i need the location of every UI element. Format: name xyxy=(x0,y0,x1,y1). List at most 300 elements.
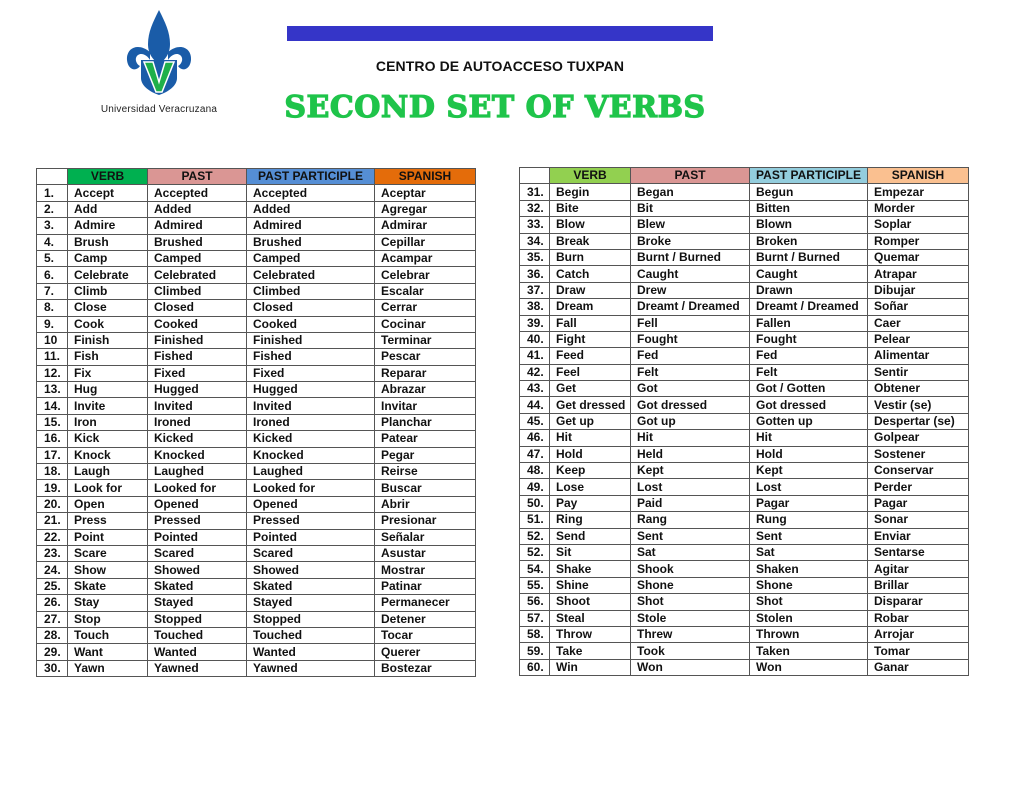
table-body xyxy=(37,185,476,677)
cell-row-number: 35. xyxy=(520,249,550,265)
cell-row-number: 44. xyxy=(520,397,550,413)
cell-past: Scared xyxy=(148,545,247,561)
cell-past: Broke xyxy=(631,233,750,249)
cell-past-participle: Hit xyxy=(750,430,868,446)
cell-verb: Kick xyxy=(68,431,148,447)
table-row xyxy=(520,528,969,544)
cell-verb: Keep xyxy=(550,463,631,479)
cell-verb: Fish xyxy=(68,349,148,365)
column-header-past: PAST xyxy=(148,169,247,185)
table-row xyxy=(520,364,969,380)
table-row xyxy=(37,382,476,398)
cell-verb: Steal xyxy=(550,610,631,626)
cell-spanish: Soñar xyxy=(868,299,969,315)
cell-spanish: Asustar xyxy=(375,545,476,561)
table-row xyxy=(520,577,969,593)
cell-row-number: 31. xyxy=(520,184,550,200)
logo-caption: Universidad Veracruzana xyxy=(100,104,218,115)
cell-past: Burnt / Burned xyxy=(631,249,750,265)
table-row xyxy=(37,496,476,512)
table-row xyxy=(520,249,969,265)
cell-spanish: Enviar xyxy=(868,528,969,544)
table-row xyxy=(37,611,476,627)
cell-verb: Look for xyxy=(68,480,148,496)
cell-past: Invited xyxy=(148,398,247,414)
cell-spanish: Vestir (se) xyxy=(868,397,969,413)
cell-past-participle: Opened xyxy=(247,496,375,512)
cell-verb: Begin xyxy=(550,184,631,200)
cell-row-number: 26. xyxy=(37,595,68,611)
cell-past: Held xyxy=(631,446,750,462)
cell-verb: Burn xyxy=(550,249,631,265)
cell-row-number: 15. xyxy=(37,414,68,430)
table-row xyxy=(520,331,969,347)
cell-verb: Sit xyxy=(550,544,631,560)
table-row xyxy=(37,300,476,316)
cell-spanish: Conservar xyxy=(868,463,969,479)
cell-past-participle: Thrown xyxy=(750,626,868,642)
cell-row-number: 45. xyxy=(520,413,550,429)
cell-past-participle: Camped xyxy=(247,250,375,266)
cell-past-participle: Finished xyxy=(247,332,375,348)
cell-past-participle: Kicked xyxy=(247,431,375,447)
cell-verb: Shoot xyxy=(550,594,631,610)
cell-verb: Feed xyxy=(550,348,631,364)
cell-verb: Break xyxy=(550,233,631,249)
table-row xyxy=(37,398,476,414)
cell-past: Hugged xyxy=(148,382,247,398)
cell-past: Ironed xyxy=(148,414,247,430)
cell-past: Added xyxy=(148,201,247,217)
column-header-spanish: SPANISH xyxy=(868,168,969,184)
cell-verb: Blow xyxy=(550,217,631,233)
cell-past-participle: Admired xyxy=(247,218,375,234)
table-row xyxy=(37,201,476,217)
cell-past: Sat xyxy=(631,544,750,560)
cell-verb: Hold xyxy=(550,446,631,462)
cell-past: Laughed xyxy=(148,464,247,480)
cell-past: Hit xyxy=(631,430,750,446)
cell-row-number: 13. xyxy=(37,382,68,398)
table-row xyxy=(37,431,476,447)
column-header-past-participle: PAST PARTICIPLE xyxy=(750,168,868,184)
cell-spanish: Empezar xyxy=(868,184,969,200)
cell-row-number: 8. xyxy=(37,300,68,316)
cell-past: Got dressed xyxy=(631,397,750,413)
cell-verb: Fix xyxy=(68,365,148,381)
cell-past: Paid xyxy=(631,495,750,511)
cell-past: Knocked xyxy=(148,447,247,463)
cell-verb: Hit xyxy=(550,430,631,446)
cell-spanish: Sentarse xyxy=(868,544,969,560)
cell-past: Celebrated xyxy=(148,267,247,283)
cell-spanish: Pelear xyxy=(868,331,969,347)
table-row xyxy=(520,381,969,397)
cell-verb: Dream xyxy=(550,299,631,315)
cell-past-participle: Knocked xyxy=(247,447,375,463)
cell-row-number: 52. xyxy=(520,528,550,544)
cell-past: Won xyxy=(631,659,750,675)
cell-spanish: Bostezar xyxy=(375,660,476,676)
cell-verb: Climb xyxy=(68,283,148,299)
table-row xyxy=(37,562,476,578)
cell-past-participle: Brushed xyxy=(247,234,375,250)
cell-row-number: 51. xyxy=(520,512,550,528)
cell-row-number: 48. xyxy=(520,463,550,479)
cell-past-participle: Stopped xyxy=(247,611,375,627)
cell-past: Yawned xyxy=(148,660,247,676)
cell-row-number: 29. xyxy=(37,644,68,660)
table-row xyxy=(520,626,969,642)
cell-spanish: Despertar (se) xyxy=(868,413,969,429)
cell-verb: Camp xyxy=(68,250,148,266)
cell-spanish: Alimentar xyxy=(868,348,969,364)
cell-past-participle: Burnt / Burned xyxy=(750,249,868,265)
table-row xyxy=(520,282,969,298)
cell-row-number: 54. xyxy=(520,561,550,577)
cell-past: Got xyxy=(631,381,750,397)
cell-past-participle: Shot xyxy=(750,594,868,610)
cell-past-participle: Pressed xyxy=(247,513,375,529)
cell-past: Opened xyxy=(148,496,247,512)
table-row xyxy=(520,659,969,675)
table-row xyxy=(520,430,969,446)
table-row xyxy=(520,544,969,560)
cell-verb: Ring xyxy=(550,512,631,528)
cell-verb: Fight xyxy=(550,331,631,347)
cell-spanish: Romper xyxy=(868,233,969,249)
cell-past-participle: Showed xyxy=(247,562,375,578)
cell-past-participle: Celebrated xyxy=(247,267,375,283)
cell-past-participle: Pagar xyxy=(750,495,868,511)
cell-verb: Hug xyxy=(68,382,148,398)
table-row xyxy=(520,315,969,331)
cell-spanish: Quemar xyxy=(868,249,969,265)
cell-past: Shone xyxy=(631,577,750,593)
cell-verb: Admire xyxy=(68,218,148,234)
cell-row-number: 7. xyxy=(37,283,68,299)
table-row xyxy=(520,479,969,495)
cell-row-number: 14. xyxy=(37,398,68,414)
cell-row-number: 27. xyxy=(37,611,68,627)
table-row xyxy=(37,250,476,266)
cell-verb: Catch xyxy=(550,266,631,282)
cell-past-participle: Sat xyxy=(750,544,868,560)
cell-spanish: Atrapar xyxy=(868,266,969,282)
cell-row-number: 46. xyxy=(520,430,550,446)
cell-past-participle: Shone xyxy=(750,577,868,593)
cell-spanish: Pagar xyxy=(868,495,969,511)
cell-spanish: Agregar xyxy=(375,201,476,217)
table-body xyxy=(520,184,969,676)
cell-row-number: 20. xyxy=(37,496,68,512)
cell-spanish: Querer xyxy=(375,644,476,660)
cell-row-number: 30. xyxy=(37,660,68,676)
cell-past: Fed xyxy=(631,348,750,364)
cell-past: Sent xyxy=(631,528,750,544)
cell-past: Accepted xyxy=(148,185,247,201)
column-header-verb: VERB xyxy=(550,168,631,184)
cell-past: Camped xyxy=(148,250,247,266)
cell-spanish: Sentir xyxy=(868,364,969,380)
cell-spanish: Pescar xyxy=(375,349,476,365)
cell-row-number: 47. xyxy=(520,446,550,462)
cell-past-participle: Drawn xyxy=(750,282,868,298)
cell-verb: Send xyxy=(550,528,631,544)
cell-row-number: 21. xyxy=(37,513,68,529)
cell-past-participle: Ironed xyxy=(247,414,375,430)
cell-verb: Brush xyxy=(68,234,148,250)
cell-past-participle: Touched xyxy=(247,627,375,643)
cell-row-number: 33. xyxy=(520,217,550,233)
cell-spanish: Sonar xyxy=(868,512,969,528)
cell-verb: Take xyxy=(550,643,631,659)
table-row xyxy=(520,463,969,479)
cell-verb: Feel xyxy=(550,364,631,380)
cell-past: Kicked xyxy=(148,431,247,447)
cell-spanish: Ganar xyxy=(868,659,969,675)
cell-spanish: Abrazar xyxy=(375,382,476,398)
cell-row-number: 4. xyxy=(37,234,68,250)
cell-past: Threw xyxy=(631,626,750,642)
cell-row-number: 40. xyxy=(520,331,550,347)
cell-past-participle: Bitten xyxy=(750,200,868,216)
cell-verb: Pay xyxy=(550,495,631,511)
cell-row-number: 60. xyxy=(520,659,550,675)
cell-row-number: 17. xyxy=(37,447,68,463)
cell-past-participle: Fallen xyxy=(750,315,868,331)
cell-past: Drew xyxy=(631,282,750,298)
cell-verb: Press xyxy=(68,513,148,529)
cell-past: Fished xyxy=(148,349,247,365)
cell-past-participle: Won xyxy=(750,659,868,675)
cell-past: Fell xyxy=(631,315,750,331)
cell-past-participle: Closed xyxy=(247,300,375,316)
cell-spanish: Patinar xyxy=(375,578,476,594)
cell-row-number: 9. xyxy=(37,316,68,332)
table-row xyxy=(520,413,969,429)
cell-past-participle: Skated xyxy=(247,578,375,594)
cell-spanish: Golpear xyxy=(868,430,969,446)
table-row xyxy=(520,594,969,610)
cell-past: Wanted xyxy=(148,644,247,660)
cell-row-number: 25. xyxy=(37,578,68,594)
cell-row-number: 37. xyxy=(520,282,550,298)
table-row xyxy=(37,529,476,545)
cell-past: Stopped xyxy=(148,611,247,627)
cell-past: Touched xyxy=(148,627,247,643)
table-row xyxy=(37,218,476,234)
cell-past: Stole xyxy=(631,610,750,626)
cell-past-participle: Laughed xyxy=(247,464,375,480)
table-row xyxy=(520,299,969,315)
cell-past: Rang xyxy=(631,512,750,528)
cell-verb: Stay xyxy=(68,595,148,611)
cell-spanish: Buscar xyxy=(375,480,476,496)
cell-past-participle: Broken xyxy=(750,233,868,249)
cell-past-participle: Kept xyxy=(750,463,868,479)
cell-row-number: 19. xyxy=(37,480,68,496)
cell-verb: Draw xyxy=(550,282,631,298)
cell-row-number: 49. xyxy=(520,479,550,495)
table-row xyxy=(520,561,969,577)
cell-spanish: Reirse xyxy=(375,464,476,480)
cell-past-participle: Wanted xyxy=(247,644,375,660)
cell-past-participle: Gotten up xyxy=(750,413,868,429)
cell-row-number: 1. xyxy=(37,185,68,201)
cell-verb: Accept xyxy=(68,185,148,201)
cell-past: Looked for xyxy=(148,480,247,496)
cell-verb: Get up xyxy=(550,413,631,429)
table-row xyxy=(520,266,969,282)
cell-spanish: Planchar xyxy=(375,414,476,430)
cell-verb: Stop xyxy=(68,611,148,627)
table-header-row xyxy=(37,169,476,185)
column-header-past: PAST xyxy=(631,168,750,184)
cell-past: Caught xyxy=(631,266,750,282)
cell-spanish: Escalar xyxy=(375,283,476,299)
cell-verb: Iron xyxy=(68,414,148,430)
cell-past: Pressed xyxy=(148,513,247,529)
cell-past-participle: Got dressed xyxy=(750,397,868,413)
fleur-de-lis-icon xyxy=(124,8,194,96)
cell-verb: Close xyxy=(68,300,148,316)
table-row xyxy=(520,233,969,249)
cell-past-participle: Taken xyxy=(750,643,868,659)
cell-past: Stayed xyxy=(148,595,247,611)
cell-spanish: Terminar xyxy=(375,332,476,348)
cell-row-number: 34. xyxy=(520,233,550,249)
cell-spanish: Invitar xyxy=(375,398,476,414)
verbs-table-left xyxy=(36,168,476,677)
table-row xyxy=(37,480,476,496)
cell-verb: Shine xyxy=(550,577,631,593)
verbs-table-right xyxy=(519,167,969,676)
cell-past-participle: Fed xyxy=(750,348,868,364)
table-row xyxy=(520,200,969,216)
university-logo xyxy=(100,8,218,115)
cell-past: Finished xyxy=(148,332,247,348)
cell-past: Pointed xyxy=(148,529,247,545)
cell-past-participle: Added xyxy=(247,201,375,217)
table-row xyxy=(37,545,476,561)
cell-verb: Show xyxy=(68,562,148,578)
cell-past-participle: Dreamt / Dreamed xyxy=(750,299,868,315)
cell-past: Skated xyxy=(148,578,247,594)
table-header-row xyxy=(520,168,969,184)
cell-row-number: 39. xyxy=(520,315,550,331)
table-row xyxy=(37,644,476,660)
cell-past: Shot xyxy=(631,594,750,610)
cell-verb: Bite xyxy=(550,200,631,216)
cell-verb: Skate xyxy=(68,578,148,594)
cell-past: Felt xyxy=(631,364,750,380)
cell-past-participle: Stolen xyxy=(750,610,868,626)
cell-spanish: Robar xyxy=(868,610,969,626)
cell-verb: Lose xyxy=(550,479,631,495)
cell-row-number: 41. xyxy=(520,348,550,364)
cell-row-number: 24. xyxy=(37,562,68,578)
cell-spanish: Tocar xyxy=(375,627,476,643)
table-row xyxy=(37,447,476,463)
cell-row-number: 32. xyxy=(520,200,550,216)
table-row xyxy=(520,512,969,528)
column-header-past-participle: PAST PARTICIPLE xyxy=(247,169,375,185)
table-row xyxy=(520,184,969,200)
cell-past: Took xyxy=(631,643,750,659)
table-row xyxy=(37,267,476,283)
cell-past-participle: Pointed xyxy=(247,529,375,545)
cell-past: Dreamt / Dreamed xyxy=(631,299,750,315)
cell-spanish: Señalar xyxy=(375,529,476,545)
cell-spanish: Caer xyxy=(868,315,969,331)
organization-name: CENTRO DE AUTOACCESO TUXPAN xyxy=(375,58,625,74)
cell-spanish: Sostener xyxy=(868,446,969,462)
cell-spanish: Disparar xyxy=(868,594,969,610)
cell-past-participle: Rung xyxy=(750,512,868,528)
cell-spanish: Admirar xyxy=(375,218,476,234)
cell-spanish: Aceptar xyxy=(375,185,476,201)
cell-verb: Finish xyxy=(68,332,148,348)
cell-spanish: Brillar xyxy=(868,577,969,593)
cell-verb: Want xyxy=(68,644,148,660)
cell-past-participle: Fixed xyxy=(247,365,375,381)
cell-past: Lost xyxy=(631,479,750,495)
cell-past-participle: Begun xyxy=(750,184,868,200)
table-row xyxy=(37,365,476,381)
cell-spanish: Cocinar xyxy=(375,316,476,332)
cell-past-participle: Stayed xyxy=(247,595,375,611)
cell-spanish: Detener xyxy=(375,611,476,627)
cell-verb: Scare xyxy=(68,545,148,561)
cell-row-number: 57. xyxy=(520,610,550,626)
cell-past-participle: Scared xyxy=(247,545,375,561)
cell-row-number: 43. xyxy=(520,381,550,397)
cell-past: Admired xyxy=(148,218,247,234)
cell-verb: Fall xyxy=(550,315,631,331)
cell-verb: Throw xyxy=(550,626,631,642)
cell-past: Got up xyxy=(631,413,750,429)
cell-row-number: 2. xyxy=(37,201,68,217)
cell-spanish: Cerrar xyxy=(375,300,476,316)
cell-past: Showed xyxy=(148,562,247,578)
cell-past: Fixed xyxy=(148,365,247,381)
cell-past: Cooked xyxy=(148,316,247,332)
cell-verb: Celebrate xyxy=(68,267,148,283)
table-row xyxy=(37,660,476,676)
cell-past-participle: Cooked xyxy=(247,316,375,332)
cell-past: Shook xyxy=(631,561,750,577)
cell-verb: Get dressed xyxy=(550,397,631,413)
cell-past: Kept xyxy=(631,463,750,479)
cell-row-number: 3. xyxy=(37,218,68,234)
cell-row-number: 52. xyxy=(520,544,550,560)
cell-row-number: 18. xyxy=(37,464,68,480)
cell-spanish: Celebrar xyxy=(375,267,476,283)
decorative-bar xyxy=(287,26,713,41)
cell-spanish: Agitar xyxy=(868,561,969,577)
cell-spanish: Tomar xyxy=(868,643,969,659)
cell-past: Blew xyxy=(631,217,750,233)
cell-verb: Point xyxy=(68,529,148,545)
table-row xyxy=(37,234,476,250)
cell-past: Closed xyxy=(148,300,247,316)
cell-spanish: Abrir xyxy=(375,496,476,512)
cell-past-participle: Looked for xyxy=(247,480,375,496)
cell-row-number: 28. xyxy=(37,627,68,643)
cell-row-number: 56. xyxy=(520,594,550,610)
table-row xyxy=(37,316,476,332)
